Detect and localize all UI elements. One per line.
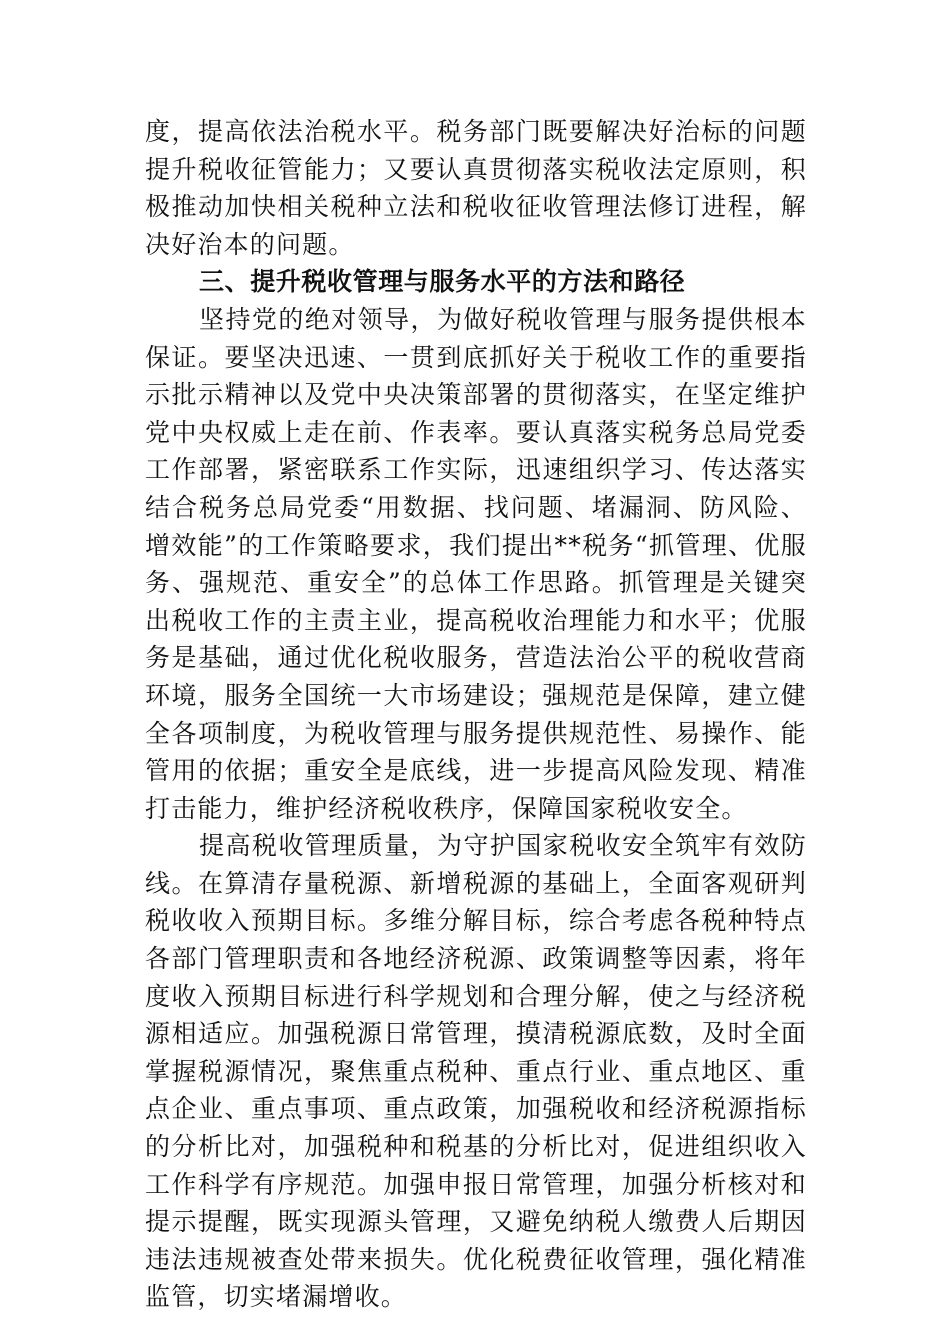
document-body: [145, 113, 807, 1316]
paragraph-party-leadership: 坚持党的绝对领导，为做好税收管理与服务提供根本保证。要坚决迅速、一贯到底抓好关于税收工作的重要指示批示精神以及党中央决策部署的贯彻落实，在坚定维护党中央权威上走在前、作表率。要认真落实税务总局党委工作部署，紧密联系工作实际，迅速组织学习、传达落实结合税务总局党委“用数据、找问题、堵漏洞、防风险、增效能”的工作策略要求，我们提出**税务“抓管理、优服务、强规范、重安全”的总体工作思路。抓管理是关键突出税收工作的主责主业，提高税收治理能力和水平；优服务是基础，通过优化税收服务，营造法治公平的税收营商环境，服务全国统一大市场建设；强规范是保障，建立健全各项制度，为税收管理与服务提供规范性、易操作、能管用的依据；重安全是底线，进一步提高风险发现、精准打击能力，维护经济税收秩序，保障国家税收安全。: [145, 304, 807, 823]
paragraph-management-quality: 提高税收管理质量，为守护国家税收安全筑牢有效防线。在算清存量税源、新增税源的基础上，全面客观研判税收收入预期目标。多维分解目标，综合考虑各税种特点各部门管理职责和各地经济税源、政策调整等因素，将年度收入预期目标进行科学规划和合理分解，使之与经济税源相适应。加强税源日常管理，摸清税源底数，及时全面掌握税源情况，聚焦重点税种、重点行业、重点地区、重点企业、重点事项、重点政策，加强税收和经济税源指标的分析比对，加强税种和税基的分析比对，促进组织收入工作科学有序规范。加强申报日常管理，加强分析核对和提示提醒，既实现源头管理，又避免纳税人缴费人后期因违法违规被查处带来损失。优化税费征收管理，强化精准监管，切实堵漏增收。: [145, 831, 807, 1312]
section-heading: 三、提升税收管理与服务水平的方法和路径: [199, 267, 686, 297]
paragraph-continuation: 度，提高依法治税水平。税务部门既要解决好治标的问题提升税收征管能力；又要认真贯彻落实税收法定原则，积极推动加快相关税种立法和税收征收管理法修订进程，解决好治本的问题。: [145, 117, 807, 259]
